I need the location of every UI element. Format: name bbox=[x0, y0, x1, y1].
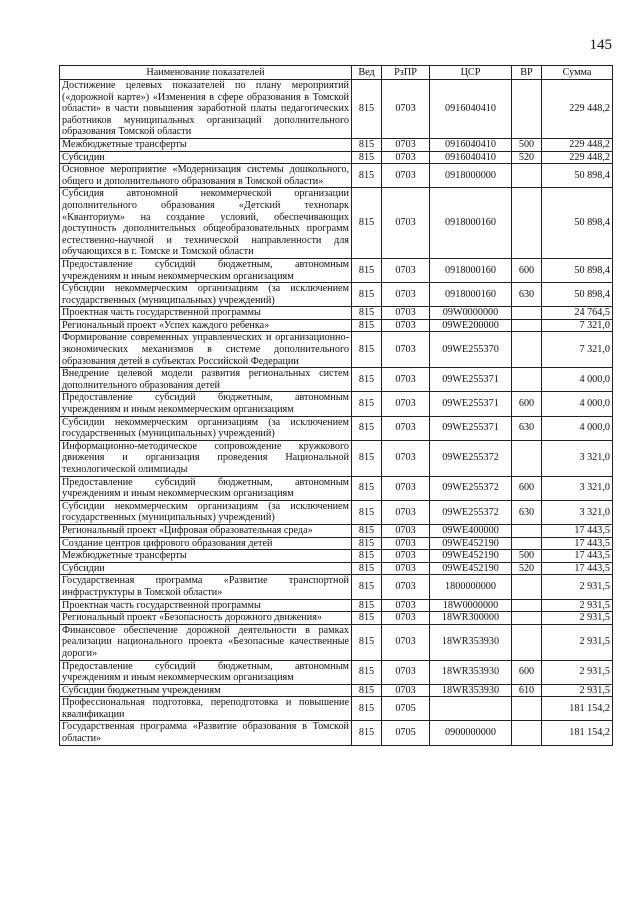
cell-name: Субсидии некоммерческим организациям (за исключением государственных (муниципальных) учреждений) bbox=[60, 416, 352, 440]
cell-csr: 18WR300000 bbox=[430, 612, 512, 625]
cell-name: Проектная часть государственной программы bbox=[60, 599, 352, 612]
table-row bbox=[60, 283, 613, 307]
header-name: Наименование показателей bbox=[60, 66, 352, 80]
table-row bbox=[60, 258, 613, 282]
table-row bbox=[60, 307, 613, 320]
cell-vr bbox=[512, 599, 542, 612]
cell-name: Проектная часть государственной программы bbox=[60, 307, 352, 320]
cell-ved: 815 bbox=[352, 550, 382, 563]
table-row bbox=[60, 151, 613, 164]
cell-sum: 4 000,0 bbox=[542, 416, 613, 440]
cell-sum: 2 931,5 bbox=[542, 624, 613, 660]
cell-csr: 09WE255372 bbox=[430, 500, 512, 524]
cell-rzpr: 0703 bbox=[382, 599, 430, 612]
cell-csr: 09WE452190 bbox=[430, 562, 512, 575]
cell-ved: 815 bbox=[352, 283, 382, 307]
cell-sum: 229 448,2 bbox=[542, 151, 613, 164]
cell-vr bbox=[512, 368, 542, 392]
cell-name: Региональный проект «Успех каждого ребенка» bbox=[60, 319, 352, 332]
cell-rzpr: 0703 bbox=[382, 684, 430, 697]
cell-csr: 09WE452190 bbox=[430, 537, 512, 550]
cell-rzpr: 0703 bbox=[382, 537, 430, 550]
cell-sum: 17 443,5 bbox=[542, 550, 613, 563]
cell-ved: 815 bbox=[352, 151, 382, 164]
cell-name: Региональный проект «Цифровая образовательная среда» bbox=[60, 524, 352, 537]
table-row bbox=[60, 500, 613, 524]
cell-vr: 600 bbox=[512, 392, 542, 416]
cell-ved: 815 bbox=[352, 624, 382, 660]
cell-sum: 229 448,2 bbox=[542, 80, 613, 139]
cell-rzpr: 0703 bbox=[382, 624, 430, 660]
cell-ved: 815 bbox=[352, 660, 382, 684]
cell-name: Предоставление субсидий бюджетным, автономным учреждениям и иным некоммерческим организациям bbox=[60, 392, 352, 416]
table-row bbox=[60, 416, 613, 440]
cell-vr bbox=[512, 319, 542, 332]
cell-name: Государственная программа «Развитие транспортной инфраструктуры в Томской области» bbox=[60, 575, 352, 599]
cell-sum: 7 321,0 bbox=[542, 332, 613, 368]
cell-sum: 229 448,2 bbox=[542, 138, 613, 151]
table-header-row bbox=[60, 66, 613, 80]
cell-rzpr: 0705 bbox=[382, 721, 430, 745]
cell-vr: 610 bbox=[512, 684, 542, 697]
cell-ved: 815 bbox=[352, 721, 382, 745]
cell-rzpr: 0703 bbox=[382, 368, 430, 392]
header-csr: ЦСР bbox=[430, 66, 512, 80]
table-row bbox=[60, 524, 613, 537]
table-row bbox=[60, 332, 613, 368]
cell-csr bbox=[430, 697, 512, 721]
cell-sum: 17 443,5 bbox=[542, 524, 613, 537]
cell-ved: 815 bbox=[352, 332, 382, 368]
budget-table bbox=[59, 65, 613, 746]
cell-ved: 815 bbox=[352, 392, 382, 416]
cell-name: Субсидия автономной некоммерческой организации дополнительного образования «Детский технопарк «Кванториум» на создание условий, обеспечивающих доступность дополнительных общеобразовательных программ естественно-научной и технической направленности для обучающихся в г. Томске и Томской области bbox=[60, 188, 352, 259]
cell-rzpr: 0703 bbox=[382, 138, 430, 151]
cell-rzpr: 0703 bbox=[382, 392, 430, 416]
table-row bbox=[60, 138, 613, 151]
cell-vr: 600 bbox=[512, 476, 542, 500]
cell-vr: 500 bbox=[512, 550, 542, 563]
cell-ved: 815 bbox=[352, 697, 382, 721]
cell-ved: 815 bbox=[352, 440, 382, 476]
cell-rzpr: 0703 bbox=[382, 258, 430, 282]
cell-sum: 17 443,5 bbox=[542, 562, 613, 575]
table-row bbox=[60, 440, 613, 476]
cell-vr bbox=[512, 440, 542, 476]
cell-csr: 0916040410 bbox=[430, 138, 512, 151]
cell-rzpr: 0703 bbox=[382, 612, 430, 625]
cell-sum: 2 931,5 bbox=[542, 660, 613, 684]
cell-sum: 4 000,0 bbox=[542, 368, 613, 392]
cell-rzpr: 0703 bbox=[382, 524, 430, 537]
cell-name: Субсидии некоммерческим организациям (за исключением государственных (муниципальных) учреждений) bbox=[60, 500, 352, 524]
cell-csr: 0918000000 bbox=[430, 164, 512, 188]
cell-sum: 2 931,5 bbox=[542, 684, 613, 697]
cell-csr: 1800000000 bbox=[430, 575, 512, 599]
cell-csr: 09WE255372 bbox=[430, 476, 512, 500]
cell-rzpr: 0703 bbox=[382, 416, 430, 440]
cell-ved: 815 bbox=[352, 258, 382, 282]
cell-rzpr: 0703 bbox=[382, 332, 430, 368]
cell-rzpr: 0703 bbox=[382, 440, 430, 476]
cell-sum: 181 154,2 bbox=[542, 697, 613, 721]
cell-rzpr: 0703 bbox=[382, 151, 430, 164]
cell-vr: 520 bbox=[512, 562, 542, 575]
cell-sum: 17 443,5 bbox=[542, 537, 613, 550]
cell-csr: 09W0000000 bbox=[430, 307, 512, 320]
cell-ved: 815 bbox=[352, 319, 382, 332]
cell-name: Основное мероприятие «Модернизация системы дошкольного, общего и дополнительного образования в Томской области» bbox=[60, 164, 352, 188]
cell-csr: 0918000160 bbox=[430, 283, 512, 307]
table-row bbox=[60, 599, 613, 612]
table-row bbox=[60, 660, 613, 684]
cell-rzpr: 0703 bbox=[382, 164, 430, 188]
table-row bbox=[60, 697, 613, 721]
table-row bbox=[60, 612, 613, 625]
cell-rzpr: 0703 bbox=[382, 80, 430, 139]
table-row bbox=[60, 188, 613, 259]
cell-sum: 50 898,4 bbox=[542, 258, 613, 282]
cell-rzpr: 0703 bbox=[382, 660, 430, 684]
table-row bbox=[60, 624, 613, 660]
cell-vr bbox=[512, 188, 542, 259]
cell-csr: 09WE400000 bbox=[430, 524, 512, 537]
cell-csr: 09WE452190 bbox=[430, 550, 512, 563]
cell-ved: 815 bbox=[352, 476, 382, 500]
cell-name: Субсидии бюджетным учреждениям bbox=[60, 684, 352, 697]
cell-vr: 630 bbox=[512, 416, 542, 440]
cell-sum: 181 154,2 bbox=[542, 721, 613, 745]
cell-rzpr: 0703 bbox=[382, 188, 430, 259]
cell-vr bbox=[512, 612, 542, 625]
cell-rzpr: 0703 bbox=[382, 307, 430, 320]
cell-csr: 18W0000000 bbox=[430, 599, 512, 612]
cell-name: Информационно-методическое сопровождение кружкового движения и организация проведения Национальной технологической олимпиады bbox=[60, 440, 352, 476]
table-row bbox=[60, 164, 613, 188]
cell-name: Финансовое обеспечение дорожной деятельности в рамках реализации национального проекта «Безопасные качественные дороги» bbox=[60, 624, 352, 660]
cell-vr bbox=[512, 80, 542, 139]
cell-csr: 09WE255372 bbox=[430, 440, 512, 476]
table-row bbox=[60, 368, 613, 392]
cell-ved: 815 bbox=[352, 575, 382, 599]
cell-vr bbox=[512, 524, 542, 537]
table-row bbox=[60, 562, 613, 575]
cell-vr: 630 bbox=[512, 283, 542, 307]
cell-name: Предоставление субсидий бюджетным, автономным учреждениям и иным некоммерческим организациям bbox=[60, 660, 352, 684]
cell-name: Предоставление субсидий бюджетным, автономным учреждениям и иным некоммерческим организациям bbox=[60, 476, 352, 500]
cell-vr bbox=[512, 537, 542, 550]
table-row bbox=[60, 575, 613, 599]
cell-ved: 815 bbox=[352, 500, 382, 524]
cell-sum: 3 321,0 bbox=[542, 440, 613, 476]
cell-rzpr: 0703 bbox=[382, 575, 430, 599]
cell-sum: 50 898,4 bbox=[542, 164, 613, 188]
cell-ved: 815 bbox=[352, 307, 382, 320]
cell-ved: 815 bbox=[352, 138, 382, 151]
cell-csr: 0916040410 bbox=[430, 151, 512, 164]
table-row bbox=[60, 721, 613, 745]
cell-name: Субсидии некоммерческим организациям (за исключением государственных (муниципальных) учреждений) bbox=[60, 283, 352, 307]
cell-name: Формирование современных управленческих и организационно-экономических механизмов в системе дополнительного образования детей в субъектах Российской Федерации bbox=[60, 332, 352, 368]
cell-name: Создание центров цифрового образования детей bbox=[60, 537, 352, 550]
table-row bbox=[60, 684, 613, 697]
cell-sum: 7 321,0 bbox=[542, 319, 613, 332]
cell-ved: 815 bbox=[352, 80, 382, 139]
cell-name: Внедрение целевой модели развития региональных систем дополнительного образования детей bbox=[60, 368, 352, 392]
cell-vr bbox=[512, 307, 542, 320]
cell-vr bbox=[512, 575, 542, 599]
table-row bbox=[60, 537, 613, 550]
table-row bbox=[60, 550, 613, 563]
cell-csr: 0916040410 bbox=[430, 80, 512, 139]
cell-ved: 815 bbox=[352, 164, 382, 188]
cell-vr: 600 bbox=[512, 660, 542, 684]
table-body bbox=[60, 80, 613, 746]
cell-vr bbox=[512, 624, 542, 660]
cell-vr bbox=[512, 332, 542, 368]
cell-sum: 3 321,0 bbox=[542, 476, 613, 500]
cell-csr: 09WE200000 bbox=[430, 319, 512, 332]
cell-ved: 815 bbox=[352, 188, 382, 259]
table-row bbox=[60, 80, 613, 139]
cell-csr: 09WE255371 bbox=[430, 392, 512, 416]
cell-sum: 4 000,0 bbox=[542, 392, 613, 416]
page-number: 145 bbox=[589, 37, 612, 53]
cell-sum: 50 898,4 bbox=[542, 283, 613, 307]
cell-name: Региональный проект «Безопасность дорожного движения» bbox=[60, 612, 352, 625]
cell-name: Субсидии bbox=[60, 562, 352, 575]
cell-csr: 09WE255371 bbox=[430, 368, 512, 392]
cell-vr bbox=[512, 721, 542, 745]
table-row bbox=[60, 392, 613, 416]
cell-ved: 815 bbox=[352, 537, 382, 550]
cell-vr: 500 bbox=[512, 138, 542, 151]
cell-csr: 09WE255371 bbox=[430, 416, 512, 440]
cell-name: Межбюджетные трансферты bbox=[60, 550, 352, 563]
cell-rzpr: 0703 bbox=[382, 500, 430, 524]
header-sum: Сумма bbox=[542, 66, 613, 80]
cell-rzpr: 0703 bbox=[382, 319, 430, 332]
cell-csr: 0900000000 bbox=[430, 721, 512, 745]
cell-name: Субсидии bbox=[60, 151, 352, 164]
cell-rzpr: 0703 bbox=[382, 283, 430, 307]
cell-ved: 815 bbox=[352, 599, 382, 612]
table-row bbox=[60, 319, 613, 332]
cell-csr: 0918000160 bbox=[430, 258, 512, 282]
cell-vr: 600 bbox=[512, 258, 542, 282]
cell-name: Профессиональная подготовка, переподготовка и повышение квалификации bbox=[60, 697, 352, 721]
cell-name: Достижение целевых показателей по плану мероприятий («дорожной карте») «Изменения в сфере образования в Томской области» в части повышения заработной платы педагогических работников муниципальных организаций дополнительного образования Томской области bbox=[60, 80, 352, 139]
cell-rzpr: 0703 bbox=[382, 476, 430, 500]
cell-vr bbox=[512, 164, 542, 188]
cell-csr: 18WR353930 bbox=[430, 660, 512, 684]
cell-ved: 815 bbox=[352, 562, 382, 575]
cell-rzpr: 0705 bbox=[382, 697, 430, 721]
cell-csr: 0918000160 bbox=[430, 188, 512, 259]
header-rzpr: РзПР bbox=[382, 66, 430, 80]
cell-csr: 18WR353930 bbox=[430, 684, 512, 697]
cell-sum: 2 931,5 bbox=[542, 599, 613, 612]
cell-ved: 815 bbox=[352, 524, 382, 537]
cell-name: Государственная программа «Развитие образования в Томской области» bbox=[60, 721, 352, 745]
cell-sum: 3 321,0 bbox=[542, 500, 613, 524]
cell-ved: 815 bbox=[352, 416, 382, 440]
cell-vr bbox=[512, 697, 542, 721]
cell-sum: 50 898,4 bbox=[542, 188, 613, 259]
cell-csr: 09WE255370 bbox=[430, 332, 512, 368]
cell-sum: 2 931,5 bbox=[542, 575, 613, 599]
header-ved: Вед bbox=[352, 66, 382, 80]
cell-sum: 24 764,5 bbox=[542, 307, 613, 320]
cell-rzpr: 0703 bbox=[382, 562, 430, 575]
cell-vr: 520 bbox=[512, 151, 542, 164]
cell-vr: 630 bbox=[512, 500, 542, 524]
cell-ved: 815 bbox=[352, 612, 382, 625]
header-vr: ВР bbox=[512, 66, 542, 80]
table-row bbox=[60, 476, 613, 500]
cell-name: Предоставление субсидий бюджетным, автономным учреждениям и иным некоммерческим организациям bbox=[60, 258, 352, 282]
cell-csr: 18WR353930 bbox=[430, 624, 512, 660]
cell-ved: 815 bbox=[352, 684, 382, 697]
cell-ved: 815 bbox=[352, 368, 382, 392]
cell-rzpr: 0703 bbox=[382, 550, 430, 563]
cell-name: Межбюджетные трансферты bbox=[60, 138, 352, 151]
cell-sum: 2 931,5 bbox=[542, 612, 613, 625]
